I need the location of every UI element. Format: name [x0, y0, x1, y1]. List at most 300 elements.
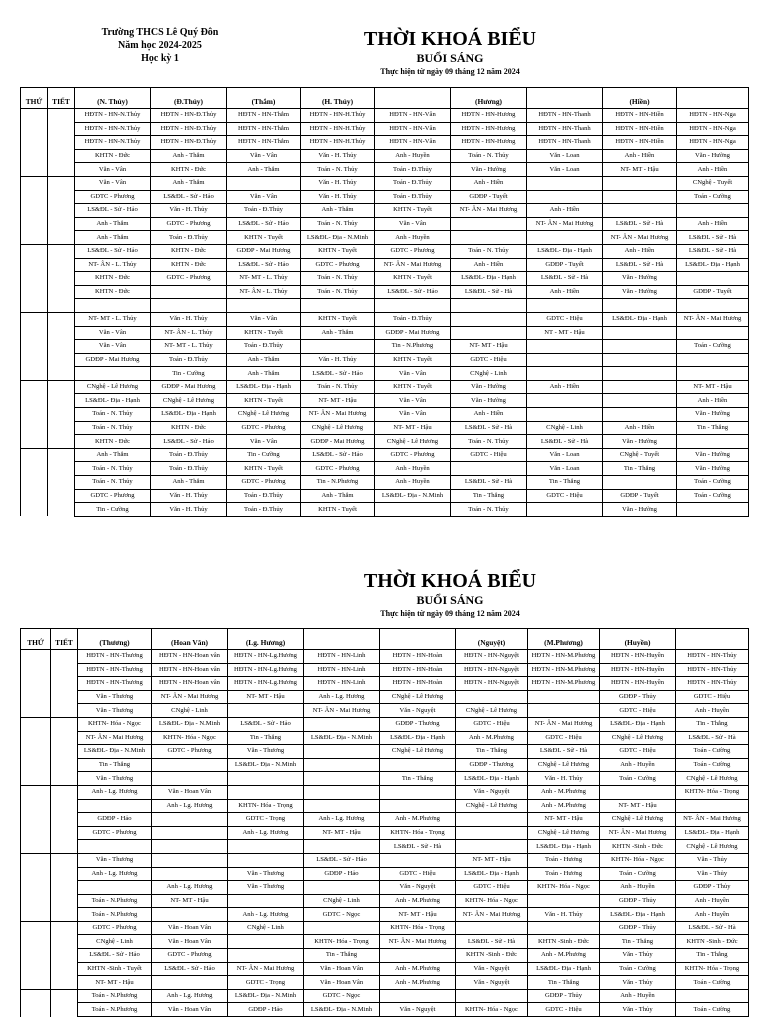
timetable-2 — [20, 628, 749, 1017]
schedule-cell: Văn - H. Thủy — [151, 489, 227, 503]
schedule-cell — [527, 353, 603, 367]
schedule-cell — [228, 785, 304, 799]
schedule-cell: Toán - N.Phương — [78, 894, 152, 908]
schedule-cell — [304, 772, 380, 786]
column-header: (Huyền) — [600, 629, 676, 650]
schedule-cell: Anh - Hiền — [603, 421, 677, 435]
schedule-cell: GDTC - Ngọc — [304, 989, 380, 1003]
schedule-cell: NT- MT - Hậu — [228, 690, 304, 704]
schedule-cell: CNghệ - Lê Hương — [600, 731, 676, 745]
schedule-cell: LS&ĐL - Sử - Hà — [603, 258, 677, 272]
schedule-cell: HĐTN - HN-Vân — [375, 122, 451, 136]
table-row — [21, 122, 749, 136]
schedule-cell: Văn - Vân — [75, 326, 151, 340]
schedule-cell — [603, 353, 677, 367]
schedule-cell: Anh - Huyền — [375, 231, 451, 245]
schedule-cell: KHTN - Tuyết — [375, 272, 451, 286]
schedule-cell: Văn - Vân — [75, 163, 151, 177]
schedule-cell: GDTC - Phương — [301, 258, 375, 272]
table-row — [21, 217, 749, 231]
schedule-cell: KHTN - Đức — [75, 149, 151, 163]
schedule-cell — [152, 826, 228, 840]
schedule-cell: KHTN- Hóa - Ngọc — [528, 881, 600, 895]
schedule-cell — [304, 840, 380, 854]
period-cell — [48, 394, 75, 408]
schedule-cell — [527, 299, 603, 313]
schedule-cell: Anh - Thắm — [75, 448, 151, 462]
schedule-cell: Anh - Thắm — [227, 367, 301, 381]
schedule-cell — [152, 758, 228, 772]
schedule-cell — [78, 881, 152, 895]
schedule-cell: Anh - Thắm — [151, 149, 227, 163]
schedule-cell: HĐTN - HN-Hương — [451, 122, 527, 136]
schedule-cell: Toán - Đ.Thủy — [227, 340, 301, 354]
schedule-cell: Toán - Cường — [676, 758, 749, 772]
schedule-cell: HĐTN - HN-Lg.Hương — [228, 677, 304, 691]
schedule-cell: LS&ĐL - Sử - Hà — [676, 921, 749, 935]
day-cell — [21, 867, 51, 881]
schedule-cell — [677, 204, 749, 218]
school-term: Học kỳ 1 — [141, 53, 179, 64]
schedule-cell: NT- ÂN - Mai Hương — [152, 690, 228, 704]
schedule-cell — [227, 176, 301, 190]
schedule-cell: HĐTN - HN-M.Phương — [528, 650, 600, 664]
schedule-cell: KHTN- Hóa - Ngọc — [456, 1003, 528, 1017]
schedule-cell — [603, 176, 677, 190]
schedule-cell: Văn - Vân — [227, 149, 301, 163]
period-cell — [51, 826, 78, 840]
schedule-cell: LS&ĐL- Địa - N.Minh — [304, 731, 380, 745]
schedule-cell: Văn - Hường — [603, 272, 677, 286]
schedule-cell: KHTN -Sinh - Đức — [528, 935, 600, 949]
schedule-cell: GDĐP - Mai Hương — [151, 380, 227, 394]
schedule-cell: Văn - H. Thủy — [301, 149, 375, 163]
schedule-cell: LS&ĐL - Sử - Hà — [603, 217, 677, 231]
schedule-cell: LS&ĐL- Địa - Hạnh — [527, 244, 603, 258]
schedule-cell — [228, 840, 304, 854]
table-row — [21, 935, 749, 949]
schedule-cell: Văn - Thủy — [676, 867, 749, 881]
schedule-cell: GDĐP - Thủy — [600, 894, 676, 908]
schedule-cell: Toán - Cường — [677, 489, 749, 503]
schedule-cell — [527, 367, 603, 381]
day-cell — [21, 326, 48, 340]
day-cell — [21, 244, 48, 258]
day-cell — [21, 122, 48, 136]
day-cell — [21, 921, 51, 935]
table-row — [21, 826, 749, 840]
schedule-cell: Toán - Đ.Thủy — [227, 489, 301, 503]
day-cell — [21, 745, 51, 759]
table-row — [21, 258, 749, 272]
day-cell — [21, 367, 48, 381]
schedule-cell — [301, 340, 375, 354]
schedule-cell: LS&ĐL - Sử - Hảo — [152, 962, 228, 976]
schedule-cell: HĐTN - HN-H.Thủy — [301, 122, 375, 136]
schedule-cell: LS&ĐL - Sử - Hảo — [151, 190, 227, 204]
schedule-cell: Văn - Thương — [78, 690, 152, 704]
schedule-cell: NT- MT - L. Thủy — [151, 340, 227, 354]
schedule-cell: HĐTN - HN-Linh — [304, 663, 380, 677]
schedule-cell: Văn - Thương — [78, 772, 152, 786]
day-cell — [21, 353, 48, 367]
schedule-cell — [228, 894, 304, 908]
schedule-cell — [75, 367, 151, 381]
schedule-cell: LS&ĐL- Địa - N.Minh — [228, 989, 304, 1003]
schedule-cell: Văn - Vân — [375, 394, 451, 408]
table-row — [21, 204, 749, 218]
period-cell — [51, 881, 78, 895]
schedule-cell: Toán - Đ.Thủy — [375, 176, 451, 190]
period-cell — [48, 367, 75, 381]
schedule-cell: HĐTN - HN-Đ.Thủy — [151, 122, 227, 136]
schedule-cell — [375, 503, 451, 517]
day-cell — [21, 258, 48, 272]
day-cell — [21, 217, 48, 231]
schedule-cell — [451, 326, 527, 340]
schedule-cell: Anh - Thắm — [151, 476, 227, 490]
period-cell — [51, 663, 78, 677]
schedule-cell: LS&ĐL- Địa - N.Minh — [301, 231, 375, 245]
schedule-cell: Toán - Cường — [676, 1003, 749, 1017]
schedule-cell: Toán - Đ.Thủy — [227, 503, 301, 517]
schedule-cell: Văn - Hường — [603, 285, 677, 299]
schedule-cell: HĐTN - HN-Thanh — [527, 109, 603, 123]
schedule-cell — [75, 299, 151, 313]
period-cell — [48, 326, 75, 340]
period-cell — [51, 731, 78, 745]
day-cell — [21, 176, 48, 190]
period-cell — [48, 476, 75, 490]
period-cell — [48, 231, 75, 245]
day-cell — [21, 894, 51, 908]
schedule-cell: HĐTN - HN-Lg.Hương — [228, 663, 304, 677]
schedule-cell: HĐTN - HN-Nga — [677, 122, 749, 136]
schedule-cell — [603, 408, 677, 422]
schedule-cell: HĐTN - HN-Hương — [451, 109, 527, 123]
schedule-cell — [528, 704, 600, 718]
table-row — [21, 367, 749, 381]
period-cell — [48, 272, 75, 286]
schedule-cell: Anh - Hiền — [603, 244, 677, 258]
schedule-cell: KHTN -Sinh - Đức — [676, 935, 749, 949]
day-cell — [21, 799, 51, 813]
schedule-cell: KHTN -Sinh - Tuyết — [78, 962, 152, 976]
schedule-cell: HĐTN - HN-Huyền — [600, 650, 676, 664]
schedule-cell: Anh - Lg. Hương — [78, 867, 152, 881]
schedule-cell — [456, 813, 528, 827]
schedule-cell — [527, 340, 603, 354]
table-row — [21, 799, 749, 813]
schedule-cell: HĐTN - HN-N.Thủy — [75, 136, 151, 150]
table-row — [21, 717, 749, 731]
day-cell — [21, 717, 51, 731]
table-row — [21, 299, 749, 313]
schedule-cell: NT- ÂN - Mai Hương — [528, 717, 600, 731]
school-info — [70, 26, 250, 65]
schedule-cell — [677, 503, 749, 517]
schedule-cell: CNghệ - Lê Hương — [600, 813, 676, 827]
schedule-cell: LS&ĐL- Địa - Hạnh — [227, 380, 301, 394]
schedule-cell: KHTN - Tuyết — [301, 503, 375, 517]
day-cell — [21, 408, 48, 422]
column-header: (Lg. Hương) — [228, 629, 304, 650]
schedule-cell: Toán - N. Thủy — [451, 435, 527, 449]
schedule-cell — [456, 989, 528, 1003]
schedule-cell: KHTN - Đức — [151, 244, 227, 258]
schedule-cell: Toán - N. Thủy — [301, 285, 375, 299]
schedule-cell — [375, 299, 451, 313]
schedule-cell: KHTN- Hóa - Trọng — [380, 921, 456, 935]
day-cell — [21, 190, 48, 204]
schedule-cell: HĐTN - HN-M.Phương — [528, 663, 600, 677]
schedule-cell — [451, 462, 527, 476]
day-cell — [21, 462, 48, 476]
schedule-cell — [152, 772, 228, 786]
period-cell — [51, 840, 78, 854]
schedule-cell: Toán - N. Thủy — [451, 244, 527, 258]
sheet1-session: BUỔI SÁNG — [416, 51, 484, 65]
schedule-cell: Tin - Thắng — [451, 489, 527, 503]
column-header: THỨ — [21, 629, 51, 650]
table-row — [21, 650, 749, 664]
schedule-cell: Toán - N. Thủy — [451, 149, 527, 163]
table-row — [21, 448, 749, 462]
schedule-cell: Anh - M.Phương — [456, 731, 528, 745]
schedule-cell: Anh - M.Phương — [380, 894, 456, 908]
day-cell — [21, 704, 51, 718]
schedule-cell — [677, 435, 749, 449]
schedule-cell — [603, 326, 677, 340]
day-cell — [21, 908, 51, 922]
schedule-cell: NT- ÂN - Mai Hương — [527, 217, 603, 231]
column-header: (Hiền) — [603, 88, 677, 109]
table-row — [21, 908, 749, 922]
schedule-cell — [304, 785, 380, 799]
schedule-cell — [451, 231, 527, 245]
schedule-cell: LS&ĐL- Địa - Hạnh — [380, 731, 456, 745]
school-name: Trường THCS Lê Quý Đôn — [101, 27, 219, 38]
sheet2-title: THỜI KHOÁ BIỂU — [363, 570, 537, 592]
schedule-cell: Văn - Loan — [527, 149, 603, 163]
period-cell — [51, 704, 78, 718]
schedule-cell: Văn - Hường — [677, 448, 749, 462]
schedule-cell: LS&ĐL - Sử - Hảo — [304, 853, 380, 867]
schedule-cell: Anh - M.Phương — [528, 799, 600, 813]
schedule-cell: NT- ÂN - Mai Hương — [380, 935, 456, 949]
day-cell — [21, 272, 48, 286]
schedule-cell: Văn - Thương — [78, 704, 152, 718]
schedule-cell — [456, 690, 528, 704]
schedule-cell: Toán - Đ.Thủy — [375, 190, 451, 204]
period-cell — [51, 717, 78, 731]
schedule-cell: Toán - Cường — [676, 976, 749, 990]
schedule-cell: LS&ĐL - Sử - Hảo — [151, 435, 227, 449]
period-cell — [51, 949, 78, 963]
schedule-cell — [527, 231, 603, 245]
schedule-cell: NT- ÂN - L. Thủy — [151, 326, 227, 340]
schedule-cell: GDĐP - Thương — [456, 758, 528, 772]
schedule-cell — [380, 853, 456, 867]
schedule-cell: Anh - Huyền — [600, 989, 676, 1003]
schedule-cell: LS&ĐL- Địa - Hạnh — [528, 962, 600, 976]
day-cell — [21, 503, 48, 517]
schedule-cell — [676, 799, 749, 813]
table-row — [21, 921, 749, 935]
schedule-cell: Anh - Hiền — [451, 258, 527, 272]
schedule-cell: Tin - Cường — [151, 367, 227, 381]
period-cell — [51, 853, 78, 867]
schedule-cell: HĐTN - HN-Linh — [304, 677, 380, 691]
table-row — [21, 976, 749, 990]
table-row — [21, 421, 749, 435]
schedule-cell — [528, 690, 600, 704]
period-cell — [48, 190, 75, 204]
schedule-cell: CNghệ - Linh — [78, 935, 152, 949]
schedule-cell: HĐTN - HN-Nguyệt — [456, 663, 528, 677]
schedule-cell — [78, 799, 152, 813]
schedule-cell — [152, 840, 228, 854]
schedule-cell: NT- ÂN - L. Thủy — [227, 285, 301, 299]
table-row — [21, 853, 749, 867]
schedule-cell: Anh - Huyền — [676, 908, 749, 922]
schedule-cell: HĐTN - HN-Hiền — [603, 136, 677, 150]
schedule-cell — [151, 299, 227, 313]
schedule-cell: LS&ĐL - Sử - Hà — [451, 476, 527, 490]
schedule-cell: Văn - Vân — [75, 176, 151, 190]
day-cell — [21, 935, 51, 949]
day-cell — [21, 299, 48, 313]
schedule-cell: LS&ĐL - Sử - Hà — [527, 435, 603, 449]
table-row — [21, 840, 749, 854]
schedule-cell — [152, 813, 228, 827]
day-cell — [21, 690, 51, 704]
schedule-cell: CNghệ - Lê Hương — [528, 758, 600, 772]
schedule-cell — [380, 785, 456, 799]
schedule-cell: CNghệ - Lê Hương — [676, 840, 749, 854]
schedule-cell: Anh - M.Phương — [380, 962, 456, 976]
school-year: Năm học 2024-2025 — [118, 40, 202, 51]
schedule-cell: LS&ĐL- Địa - Hạnh — [603, 312, 677, 326]
schedule-cell: Văn - Thương — [228, 745, 304, 759]
table-row — [21, 136, 749, 150]
period-cell — [51, 799, 78, 813]
schedule-cell: HĐTN - HN-Linh — [304, 650, 380, 664]
schedule-cell: CNghệ - Lê Hương — [227, 408, 301, 422]
schedule-cell: LS&ĐL - Sử - Hà — [456, 935, 528, 949]
schedule-cell: HĐTN - HN-Huyền — [600, 663, 676, 677]
day-cell — [21, 840, 51, 854]
schedule-cell — [380, 758, 456, 772]
day-cell — [21, 109, 48, 123]
schedule-cell — [451, 299, 527, 313]
schedule-cell: Văn - H. Thủy — [301, 190, 375, 204]
schedule-cell: KHTN - Đức — [75, 285, 151, 299]
schedule-cell: Văn - Loan — [527, 448, 603, 462]
schedule-cell: Anh - M.Phương — [528, 949, 600, 963]
schedule-cell: HĐTN - HN-Nguyệt — [456, 650, 528, 664]
schedule-cell: Anh - Thắm — [151, 176, 227, 190]
period-cell — [51, 935, 78, 949]
schedule-cell — [527, 503, 603, 517]
schedule-cell: LS&ĐL- Địa - Hạnh — [528, 840, 600, 854]
schedule-cell: GDĐP - Tuyết — [603, 489, 677, 503]
column-header: (Hoan Vân) — [152, 629, 228, 650]
schedule-cell: HĐTN - HN-Thủy — [676, 663, 749, 677]
schedule-cell: Toán - Cường — [600, 772, 676, 786]
schedule-cell: Văn - Nguyệt — [380, 881, 456, 895]
schedule-cell: CNghệ - Lê Hương — [456, 799, 528, 813]
schedule-cell: Anh - Hiền — [527, 204, 603, 218]
period-cell — [51, 745, 78, 759]
schedule-cell: HĐTN - HN-N.Thủy — [75, 122, 151, 136]
schedule-cell: Văn - Loan — [527, 163, 603, 177]
schedule-cell: HĐTN - HN-Hoan vân — [152, 677, 228, 691]
schedule-cell: HĐTN - HN-Vân — [375, 109, 451, 123]
day-cell — [21, 785, 51, 799]
schedule-cell: HĐTN - HN-Nguyệt — [456, 677, 528, 691]
period-cell — [48, 340, 75, 354]
schedule-cell: HĐTN - HN-Thanh — [527, 122, 603, 136]
schedule-cell — [304, 717, 380, 731]
schedule-cell: Anh - Thắm — [227, 353, 301, 367]
schedule-cell: Văn - Hường — [677, 149, 749, 163]
schedule-cell — [677, 299, 749, 313]
schedule-cell: Văn - Thủy — [600, 976, 676, 990]
table-row — [21, 1003, 749, 1017]
schedule-cell: GDTC - Phương — [78, 921, 152, 935]
sheet1-title: THỜI KHOÁ BIỂU — [363, 28, 537, 50]
schedule-cell — [304, 745, 380, 759]
schedule-cell: Văn - Hoan Vân — [304, 976, 380, 990]
schedule-cell: GDTC - Trọng — [228, 976, 304, 990]
schedule-cell: LS&ĐL - Sử - Hà — [677, 231, 749, 245]
day-cell — [21, 813, 51, 827]
schedule-cell: Anh - Lg. Hương — [152, 989, 228, 1003]
period-cell — [48, 109, 75, 123]
schedule-cell: LS&ĐL - Sử - Hà — [451, 421, 527, 435]
schedule-cell: Toán - Đ.Thủy — [151, 448, 227, 462]
schedule-cell: GDĐP - Tuyết — [527, 258, 603, 272]
day-cell — [21, 204, 48, 218]
column-header — [527, 88, 603, 109]
period-cell — [48, 217, 75, 231]
schedule-cell — [380, 949, 456, 963]
schedule-cell: HĐTN - HN-Hiền — [603, 122, 677, 136]
schedule-cell: GDTC - Phương — [75, 190, 151, 204]
table-row — [21, 677, 749, 691]
day-cell — [21, 853, 51, 867]
schedule-cell: CNghệ - Lê Hương — [301, 421, 375, 435]
schedule-cell: Tin - Thắng — [677, 421, 749, 435]
table-row — [21, 380, 749, 394]
period-cell — [51, 976, 78, 990]
schedule-cell — [228, 772, 304, 786]
schedule-cell: NT- ÂN - Mai Hương — [603, 231, 677, 245]
schedule-cell: Toán - N. Thủy — [75, 462, 151, 476]
schedule-cell: LS&ĐL - Sử - Hà — [380, 840, 456, 854]
schedule-cell: Anh - Hiền — [451, 408, 527, 422]
schedule-cell: KHTN - Tuyết — [375, 380, 451, 394]
schedule-cell: NT- ÂN - L. Thủy — [75, 258, 151, 272]
schedule-cell: Văn - Thương — [228, 867, 304, 881]
schedule-cell: NT- MT - Hậu — [528, 813, 600, 827]
schedule-cell: GDTC - Hiệu — [527, 489, 603, 503]
schedule-cell: Anh - Hiền — [677, 394, 749, 408]
schedule-cell: LS&ĐL - Sử - Hảo — [227, 217, 301, 231]
schedule-cell: Toán - N. Thủy — [301, 380, 375, 394]
schedule-cell: Văn - Nguyệt — [456, 976, 528, 990]
